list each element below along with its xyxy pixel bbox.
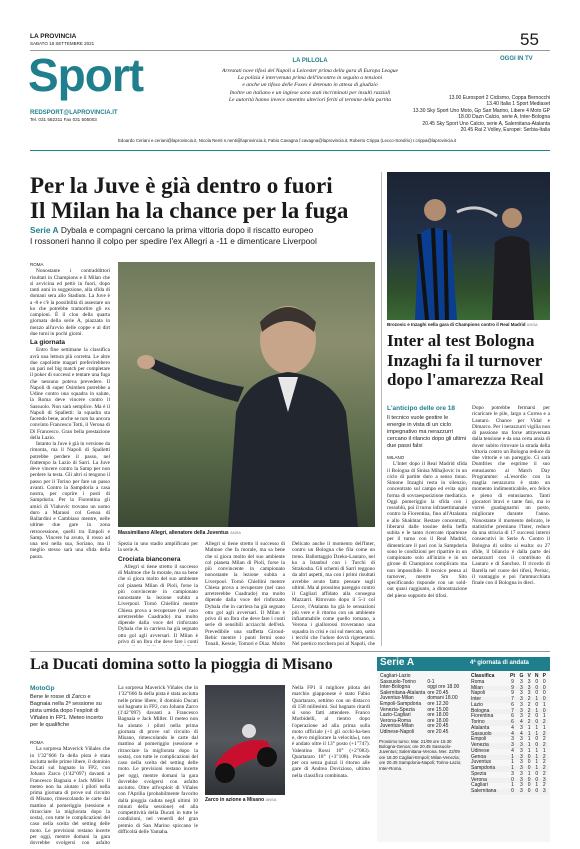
zarco-photo: [205, 685, 285, 795]
standings-value: 0: [535, 713, 539, 720]
standings-value: 0: [527, 782, 531, 789]
standings-value: 9: [511, 678, 514, 685]
standings-header: Classifica: [471, 673, 495, 679]
lead-para: Allegri si tiene stretto il successo di Malmoe che fa morale, ma sa bene che si gioca molto del suo ambiente col pianeta Milan di Pioli, forse la più convincente in campionato nonostante la lezione subita a Liverpool. Tornò Chiellini mentre Chiesa prova a recuperare (nel caso arretrerebbe Cuadrado) ma molto dipende dalla voce del rinforzato Dybala che in carriera ha già segnato otto gol agli avversari. Il Milan è privo di un Ibra che deve fare i conti: [118, 563, 198, 645]
standings-value: 1: [525, 743, 532, 749]
result-score: ore 18.00: [427, 712, 449, 719]
standings-value: 6: [511, 701, 514, 708]
lead-para: Entro fine settimane la classifica avrà una lettura più corretta. Le altre due capolistte magari preferirebbero un pari nel big match per completare il poker di successi e tentare una fuga che nessuno poteva prevedere. Il Napoli di super Osimhen potrebbe a Udine contro una squadra in salute, la Roma deve vincere contro il Sassuolo. Non sarà semplice. Ma è il Napoli di Spalletti: la squadra sta facendo bene, anche se non ha ancora convinto Francesco Totti, il Verona di Di Francesco. Gran bella prestazione della Lazio.: [30, 347, 110, 441]
inter-column-1: [387, 455, 467, 645]
standings-value: 3: [520, 678, 523, 685]
standings-header: P: [542, 673, 546, 679]
results-list: [379, 674, 467, 771]
standings-value: 0: [533, 778, 541, 784]
lead-para: Spezia in uno stadio amplificato per la serie A.: [118, 541, 198, 554]
result-score: [460, 730, 462, 736]
standings-value: 6: [508, 720, 518, 726]
standings-value: 1: [533, 709, 541, 715]
inter-photo: [387, 172, 550, 320]
ducati-headline: La Ducati domina sotto la pioggia di Misano: [30, 656, 333, 673]
standings-value: 0: [525, 789, 532, 795]
tv-item: 18.00 Dazn Calcio, serie A, Inter-Bologna: [458, 114, 550, 121]
pillola-line: Inoltre un italiano e un inglese sono stati incriminati per insulti razziali: [229, 89, 391, 96]
result-score: ore 12.30: [427, 700, 449, 707]
standings-value: 3: [525, 686, 532, 692]
standings-value: 3: [520, 713, 523, 720]
standings-value: 7: [508, 697, 518, 703]
result-score: oggi ore 18.00: [427, 684, 460, 691]
ducati-para: La sorpresa Maverick Viñales che in 1'32"666 fa della pista è stata asciutta nelle prime libere, il dominio Ducati sul bagnato in FP2, con Johann Zarco (1'42"097) davanti a Francesco Bagnaia e Jack Miller. Il meteo non ha aiutato i piloti nella prima giornata di prove sul circuito di Misano, rimescolando le carte dal mattino al pomeriggio (sessione e ritracciare la migliorata dopo la sosta), con tutte le complicazioni del caso nella scelta del setting delle moto. Le previsioni restano incerte per oggi, mentre domani la gara dovrebbe svolgersi con asfalto asciutto. Oltre all'exploit di Viñales con l'Aprilia (probabilmente favorito dalla pioggia caduta negli ultimi 10 minuti della sessione) ed alla competitività della Ducati in tutte le condizioni, nel venerdì del gran premio di San Marino spiccano le difficoltà delle Yamaha.: [118, 685, 198, 835]
standings-team: Empoli: [471, 736, 487, 743]
standings-team: Verona: [470, 778, 508, 784]
inter-dateline: MILANO: [387, 455, 405, 460]
standings-team: Atalanta: [471, 724, 490, 731]
standings-team: Salernitana: [470, 789, 508, 795]
standings-team: Lazio: [471, 701, 483, 708]
standings-team: Napoli: [471, 690, 486, 697]
standings-team: Torino: [470, 720, 508, 726]
inter-subhead: L'anticipo delle ore 18: [387, 405, 456, 412]
standings-value: 3: [520, 782, 523, 789]
standings-team: Genoa: [470, 755, 508, 761]
section-title: Sport: [28, 49, 144, 101]
lead-summary: [30, 225, 375, 247]
standings-value: 0: [533, 686, 541, 692]
next-round: Prossimo turno: Mar. 21/09 ore 18.30 Bologna-Genoa; ore 20.45 Sassuolo-Juventus; Salernitana-Verona. Mer. 22/09 ore 18.30 Cagliari-Empoli; Milan-Venezia; ore 20.45 Sampdoria-Napoli; Torino-Lazio; Inter-Roma.: [379, 738, 462, 771]
result-score: domani 18.00: [427, 695, 458, 702]
inter-para: Dopo potrebbe fermarsi per ricaricare le pile, largo a Correa e a Lautaro. Chance per Vidal e Dimarco. Per i nerazzurri vigilia non di passione ma forse attraversata dalla tensione e da una certa ansia di dover subito ritrovare la strada della vittoria contro un Bologna reduce da due vittorie e un pareggio. Ci sarà Dumfries che esprime il suo entusiasmo al Match Day Programme: «L'esordio con la maglia nerazzurra è stato un momento indimenticabile, ero felice e pieno di entusiasmo. Tanti giocatori bravi e tante fasi, ma io vorrei guadagnarmi un posto, migliorare durante l'anno. Nonostante il momento delicato, le statistiche premiano l'Inter, reduce da una striscia di 17 successi interni consecutivi in Serie A. Contro il Bologna di solito si esalta: su 27 sfide, il bilancio è dalla parte dei nerazzurri con il contributo di Lautaro e di Sanchez. Il ricordo di Barella nel cuore dei tifosi, Perisic, il vantaggio e poi l'ammucchiata finale con il Bologna in dieci.: [472, 405, 550, 586]
result-match: Sassuolo-Torino: [380, 678, 416, 685]
standings-value: 0: [508, 789, 518, 795]
standings-value: 2: [525, 709, 532, 715]
lead-summary-line: I rossoneri hanno il colpo per spedire l'ex Allegri a -11 e dimenticare Liverpool: [30, 236, 317, 246]
standings-value: 2: [541, 766, 548, 772]
standings-value: 3: [541, 778, 548, 784]
standings-value: 4: [511, 724, 514, 731]
standings-value: 1: [508, 766, 518, 772]
lead-subhead: Crociata bianconera: [118, 555, 181, 563]
standings-team: Inter: [470, 697, 508, 703]
results-table: [379, 674, 462, 736]
standings-team: Bologna: [470, 709, 508, 715]
standings-table: [470, 674, 548, 795]
lead-column-1: [30, 262, 110, 642]
standings-value: 3: [527, 678, 531, 685]
standings-value: 0: [535, 701, 539, 708]
inter-column-2: [472, 405, 550, 645]
section-rule: [30, 150, 550, 151]
tv-item: 13.40 Italia 1 Sport Mediaset: [486, 101, 550, 108]
standings-value: 9: [508, 686, 518, 692]
standings-value: 1: [533, 732, 541, 738]
standings-value: 3: [511, 770, 514, 777]
standings-value: 0: [541, 686, 548, 692]
pillola-label: LA PILLOLA: [292, 58, 328, 64]
lead-kicker: Serie A: [30, 225, 59, 235]
standings-value: 1: [527, 770, 531, 777]
standings-value: 1: [542, 701, 546, 708]
tv-item: 13.00 Eurosport 2 Ciclismo, Coppa Bernocchi: [448, 95, 550, 101]
standings-value: 3: [541, 789, 548, 795]
inter-para: L'Inter dopo il Real Madrid sfida il Bologna di Sinisa Mihajlovic in un ciclo di partite duro a senso tinuo. Simone Inzaghi resta in silenzio, concentrato sul campo ed evita ogni forma di sovraesposizione mediatica. Oggi pomeriggio la sfida con i rossoblù, poi il turno infrasettimanale contro la Fiorentina, fino all'Atalanta e allo Shakhtar. Restare concentrati, liberarsi dalle tossine della beffa subita e le tanto ricercate ripartenze per il turno con il Real Madrid, dimenticare il pari con la Sampdoria sono le condizioni per ripartire in un campionato solo all'inizio e in un girone di Champions complicato ma non impossibile. Il tecnico pensa al turnover, mentre Sm Sito specificando risponde con un sold-out quasi raggiunto, a dimostrazione del pieno supporto dei tifosi.: [387, 461, 467, 599]
inter-figures: [387, 172, 550, 320]
standings-value: 6: [511, 713, 514, 720]
standings-value: 3: [508, 743, 518, 749]
tv-listing: [400, 95, 550, 133]
standings-value: 3: [527, 690, 531, 697]
result-match: Udinese-Napoli: [380, 728, 415, 735]
pillola-line: Arrestati nove tifosi del Napoli a Leicester prima della gara di Europa League: [221, 68, 399, 74]
ducati-column-1: [30, 740, 110, 845]
standings-value: 1: [508, 755, 518, 761]
standings-value: 1: [542, 724, 546, 731]
ducati-para: La sorpresa Maverick Viñales che in 1'32"666 fa della pista è stata asciutta nelle prime libere, il dominio Ducati sul bagnato in FP2, con Johann Zarco (1'42"097) davanti a Francesco Bagnaia e Jack Miller. Il meteo non ha aiutato i piloti nella prima giornata di prove sul circuito di Misano, rimescolando le carte dal mattino al pomeriggio (sessione e ritracciare la migliorata dopo la sosta), con tutte le complicazioni del caso nella scelta del setting delle moto. Le previsioni restano incerte per oggi, mentre domani la gara dovrebbe svolgersi con asfalto: [30, 746, 110, 845]
result-score: ore 20.45: [427, 723, 449, 730]
standings-value: 3: [517, 686, 525, 692]
standings-value: 0: [535, 770, 539, 777]
standings-value: 2: [541, 755, 548, 761]
standings-value: 3: [517, 789, 525, 795]
standings-team: Sassuolo: [470, 732, 508, 738]
standings-team: Venezia: [470, 743, 508, 749]
lead-headline-line: Il Milan ha la chance per la fuga: [30, 198, 349, 223]
standings-value: 0: [542, 678, 546, 685]
serie-a-title: Serie A: [380, 657, 415, 668]
tv-item: 20.45 Rai 2 Volley, Europei: Serbia-Italia: [460, 127, 550, 134]
standings-header: G: [519, 673, 524, 679]
standings-value: 1: [533, 755, 541, 761]
standings-value: 2: [525, 720, 532, 726]
standings-value: 3: [520, 770, 523, 777]
result-match: Verona-Roma: [380, 717, 411, 724]
standings-value: 3: [517, 709, 525, 715]
column-divider: [381, 172, 382, 646]
standings-header: N: [534, 673, 539, 679]
allegri-caption: Massimiliano Allegri, allenatore della Juventus ANSA: [118, 530, 241, 536]
standings-value: 3: [520, 736, 523, 743]
result-row: [379, 730, 462, 736]
standings-value: 3: [517, 743, 525, 749]
standings-value: 3: [520, 747, 523, 754]
lead-column-2: [118, 541, 198, 646]
zarco-caption-text: Zarco in azione a Misano: [205, 797, 265, 803]
standings-value: 3: [520, 690, 523, 697]
pillola-line: Le autorità hanno invece smentito ulteriori feriti al termine della partita: [228, 96, 392, 103]
result-match: Inter-Bologna: [380, 684, 411, 691]
standings-team: Udinese: [471, 747, 490, 754]
pillola-line: e anche un tifoso delle Foxes è detenuto in attesa di giudizio: [242, 82, 378, 89]
standings-value: 1: [535, 747, 539, 754]
pillola-line: La polizia è intervenuta prima dell'incontro in seguito a tensioni: [237, 75, 383, 82]
standings-value: 1: [527, 747, 531, 754]
ducati-column-2: [118, 685, 198, 845]
standings-value: 1: [525, 732, 532, 738]
standings-team: Roma: [471, 678, 485, 685]
result-match: Empoli-Sampdoria: [380, 700, 422, 707]
standings-value: 3: [520, 759, 523, 766]
standings-value: 0: [533, 743, 541, 749]
result-match: Cagliari-Lazio: [380, 673, 411, 679]
result-score: ore 20.45: [427, 728, 449, 735]
lead-headline: [30, 173, 375, 223]
staff-line: Edoardo Ceriani e.ceriani@laprovincia.it, Nicola Nenti n.nenti@laprovincia.it, Fabio Cavagna f.cavagna@laprovincia.it, Roberto Crippa (Lecco-Sondrio) r.crippa@laprovincia.it: [118, 138, 457, 143]
standings-value: 4: [517, 732, 525, 738]
standings-value: 3: [517, 766, 525, 772]
standings-value: 3: [520, 701, 523, 708]
ducati-dateline: ROMA: [30, 740, 44, 745]
standings-value: 3: [517, 697, 525, 703]
allegri-photo: [118, 262, 375, 527]
tv-item: 20.45 Sky Sport Uno Calcio, serie A, Salernitana-Atalanta: [422, 120, 550, 127]
standings-value: 1: [533, 766, 541, 772]
standings-row: [470, 789, 548, 795]
standings-value: 2: [527, 713, 531, 720]
allegri-caption-text: Massimiliano Allegri, allenatore della Juventus: [118, 530, 229, 536]
standings-value: 0: [533, 789, 541, 795]
result-score: ore 18.00: [427, 717, 449, 724]
ducati-column-4: [292, 685, 370, 845]
standings-value: 0: [541, 709, 548, 715]
zarco-bike: [205, 685, 285, 795]
standings-value: 1: [511, 759, 514, 766]
paper-name: LA PROVINCIA: [30, 33, 77, 40]
standings-value: 3: [517, 755, 525, 761]
standings-value: 1: [542, 747, 546, 754]
standings-header: Pt: [510, 673, 515, 679]
result-match: Venezia-Spezia: [380, 706, 415, 713]
result-score: ore 15.00: [427, 706, 449, 713]
standings-value: 4: [511, 747, 514, 754]
standings-value: 4: [517, 720, 525, 726]
tv-label: OGGI IN TV: [500, 56, 533, 62]
standings-value: 1: [535, 759, 539, 766]
bottom-rule: [30, 651, 550, 652]
standings-value: 3: [520, 724, 523, 731]
standings-value: 0: [525, 778, 532, 784]
lead-dateline: ROMA: [30, 262, 44, 267]
serie-a-round: 4ª giornata di andata: [470, 660, 529, 666]
standings-value: 0: [508, 778, 518, 784]
section-email: REDSPORT@LAPROVINCIA.IT: [30, 110, 118, 116]
standings-value: 1: [535, 724, 539, 731]
lead-para: Nonostante i contraddittori risultati in Champions e il Milan che si avvicina ed pettò in fuori, dopo tanti anni in soggezione, alla sfida di domani sera allo Stadium. La Juve è a -8 e c'è la possibilità di assestare un ko che potrebbe tramortire gli ex campioni. È il clou della quarta giornata della serie A, piazzata in mezzo all'avvio delle coppe e al dirt due turni in pochi giorni.: [30, 268, 110, 337]
standings-value: 0: [525, 766, 532, 772]
standings-value: 1: [533, 697, 541, 703]
standings-value: 0: [535, 678, 539, 685]
standings: [470, 674, 550, 795]
lead-para: Delicato anche il momento dell'Inter, contro un Bologna che fila come un treno. Ballottaggio Dzeko-Lautaro, nel ko a Istanbul con i Turchi di Strakosha. Gli schemi di Sarri reggono da altri aspetti, ma con i primi risultati avrebbe avuto fatto pensare sugli ultimi. Ma al prossimo pareggio contro il Cagliari affidato alla consegna Mazzarri. Ritrovato dopo il 5-1 col Lecce, l'Atalanta ha già le sensazioni più vere e il ritorno con un ambiente infiammabile come quello romano, a Verona i giallorossi troveranno una squadra in crisi e cui sul mercato, sotto i tecchi che l'udore dovrà rigenerarsi. Nel poetico tocchera poi al Napoli, che: [292, 541, 375, 646]
inter-standfirst: Il tecnico vuole gestire le energie in vista di un ciclo impegnativo ma nerazzurri cercano il rilancio dopo gli ultimi due passi falsi: [387, 415, 466, 449]
inter-headline: Inter al test Bologna Inzaghi fa il turnover dopo l'amarezza Real: [387, 331, 544, 389]
result-match: Juventus-Milan: [380, 723, 414, 730]
standings-value: 0: [535, 736, 539, 743]
standings-team: Cagliari: [471, 782, 488, 789]
standings-team: Milan: [470, 686, 508, 692]
standings-value: 1: [535, 782, 539, 789]
tv-item: 13.30 Sky Sport Uno Moto, Gp San Marino, Libere 4 Moto GP: [412, 107, 550, 114]
section-phone: Tel. 031 582311 Fax 031 505003: [30, 117, 97, 122]
ducati-para: Nella FP1 il migliore pilota del marchio giapponese è stato Fabio Quartararo, settimo con un distacco di 158 millesimi. Sul bagnato ritardi si sono fatti attendere. Franco Morbidelli, al rientro dopo l'operazione ad alla prima sulla moto ufficiale (+1 gli occhi-ha-ben e, devo migliorare la velocità»), non è andato oltre il 13° posto (+1"747). Valentino Rossi 16° (+2"083). Quartararo 18° (+3"108). Procede per ora senza guizzi il ritorno alle gare di Andrea Dovizioso, ultimo nella classifica combinata.: [292, 685, 370, 779]
lead-column-4: [292, 541, 375, 646]
result-score: 0-1: [427, 678, 435, 685]
standings-value: 2: [542, 782, 546, 789]
standings-value: 2: [541, 743, 548, 749]
standings-header: V: [527, 673, 531, 679]
result-match: Salernitana-Atalanta: [380, 689, 426, 696]
standings-team: Spezia: [471, 770, 487, 777]
standings-value: 2: [542, 770, 546, 777]
zarco-caption: Zarco in azione a Misano ANSA: [205, 797, 277, 803]
standings-value: 2: [541, 720, 548, 726]
standings-value: 3: [517, 778, 525, 784]
standings-team: Sampdoria: [470, 766, 508, 772]
page-number: 55: [520, 30, 539, 49]
lead-summary-line: Dybala e compagni cercano la prima vittoria dopo il riscatto europeo: [60, 225, 314, 235]
lead-para: Intanto la Juve è già in versione da rimonta, ma il Napoli di Spalletti potrebbe perdere il passo, nel frattempo la Lazio di Sarri. La Juve deve vincere contro la Samp per non perdere la testa. Gli altri si tengono il passo per il Torino per fare un passo avanti. Contro la Sampdoria a casa nostra, per coprire i posti di Sampdoria. Per la Fiorentina gli amici di Vlahovic trovano un uomo duro a Marassi col Genoa di Ballardini e Cambiaso mentre, nelle ultime due gare in zona retrocessione, quelli tra Empoli e Samp. Vincere ha avuto, il rosso ad una tesi nella sua, Soriano, ma il meglio stesso sarà una sfida della paura.: [30, 441, 110, 560]
standings-value: 7: [508, 709, 518, 715]
standings-value: 0: [541, 697, 548, 703]
allegri-figure: [118, 262, 375, 527]
standings-value: 1: [511, 782, 514, 789]
result-match: Juventus-Milan: [380, 695, 414, 702]
standings-value: 2: [542, 759, 546, 766]
standings-value: 3: [511, 736, 514, 743]
standings-value: 1: [527, 724, 531, 731]
lead-column-3: [205, 541, 285, 646]
standings-value: 1: [542, 713, 546, 720]
standings-value: 0: [533, 720, 541, 726]
inter-caption-text: Brozovic e Inzaghi nella gara di Champions contro il Real Madrid: [387, 322, 526, 327]
result-score: ore 20.45: [427, 689, 449, 696]
paper-date: SABATO 18 SETTEMBRE 2021: [30, 41, 95, 46]
result-match: Lazio-Cagliari: [380, 712, 411, 719]
standings-value: 0: [527, 759, 531, 766]
ducati-standfirst: Bene le rosse di Zarco e Bagnaia nella 2ª sessione su pista umida dopo l'exploit di Viñales in FP1. Meteo incerto per le qualifiche: [30, 694, 103, 728]
standings-value: 2: [541, 732, 548, 738]
standings-value: 0: [525, 755, 532, 761]
standings-value: 2: [527, 701, 531, 708]
standings-team: Juventus: [471, 759, 492, 766]
lead-headline-line: Per la Juve è già dentro o fuori: [30, 173, 333, 198]
inter-caption: Brozovic e Inzaghi nella gara di Champions contro il Real Madrid ANSA: [387, 322, 538, 327]
standings-team: Fiorentina: [471, 713, 494, 720]
lead-para: Allegri si tiene stretto il successo di Malmoe che fa morale, ma sa bene che si gioca molto del suo ambiente col pianeta Milan di Pioli, forse la più convincente in campionato nonostante la lezione subita a Liverpool. Tornò Chiellini mentre Chiesa prova a recuperare (nel caso arretrerebbe Cuadrado) ma molto dipende dalla voce del rinforzato Dybala che in carriera ha già segnato otto gol agli avversari. Il Milan è privo di un Ibra che deve fare i conti serie di sensibili acciacchi dell'età. Prevedibile una staffetta Giroud-Rebic mentre i punti fermi sono Tonali, Kessie, Tomori e Diaz. Molto: [205, 541, 285, 646]
standings-value: 0: [542, 690, 546, 697]
ducati-kicker: MotoGp: [30, 685, 55, 692]
standings-value: 0: [535, 690, 539, 697]
standings-value: 9: [511, 690, 514, 697]
standings-value: 1: [527, 736, 531, 743]
standings-value: 4: [508, 732, 518, 738]
standings-value: 2: [525, 697, 532, 703]
standings-value: 2: [542, 736, 546, 743]
lead-subhead: La giornata: [30, 339, 66, 346]
